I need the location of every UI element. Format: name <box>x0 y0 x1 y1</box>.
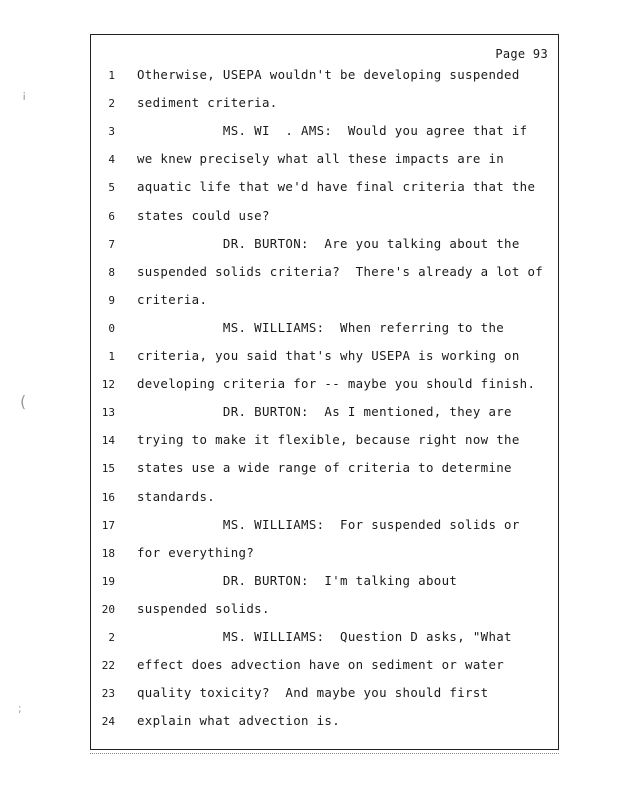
transcript-line <box>91 348 558 368</box>
transcript-line <box>91 460 558 480</box>
transcript-line <box>91 629 558 649</box>
line-text: MS. WILLIAMS: Question D asks, "What <box>137 629 512 644</box>
transcript-line <box>91 179 558 199</box>
transcript-line <box>91 601 558 621</box>
line-text: sediment criteria. <box>137 95 278 111</box>
line-text: MS. WI . AMS: Would you agree that if <box>137 123 528 139</box>
line-number: 20 <box>101 602 115 616</box>
line-number: 19 <box>101 574 115 588</box>
line-number: 9 <box>108 293 115 307</box>
scan-artifact-mark: ( <box>20 392 27 411</box>
line-number: 1 <box>108 350 115 363</box>
line-text: MS. WILLIAMS: When referring to the <box>137 319 505 335</box>
line-number: 8 <box>108 265 115 279</box>
page-number: Page 93 <box>495 47 548 61</box>
line-text: states could use? <box>137 207 270 223</box>
line-number: 0 <box>108 321 115 335</box>
transcript-line <box>91 432 558 452</box>
line-text: DR. BURTON: As I mentioned, they are <box>137 404 512 420</box>
line-number: 17 <box>101 518 115 532</box>
line-text: criteria, you said that's why USEPA is working on <box>137 348 520 363</box>
line-text: effect does advection have on sediment or water <box>137 657 505 673</box>
line-number: 22 <box>101 659 115 673</box>
line-number: 1 <box>108 69 115 82</box>
transcript-line <box>91 657 558 677</box>
transcript-line <box>91 545 558 565</box>
line-text: DR. BURTON: Are you talking about the <box>137 235 520 251</box>
line-text: explain what advection is. <box>137 713 341 729</box>
line-text: Otherwise, USEPA wouldn't be developing suspended <box>137 67 520 82</box>
transcript-line <box>91 236 558 256</box>
line-number: 2 <box>108 97 115 111</box>
line-number: 16 <box>101 490 115 504</box>
transcript-line <box>91 208 558 228</box>
line-text: states use a wide range of criteria to determine <box>137 460 512 476</box>
line-text: suspended solids. <box>137 600 270 616</box>
transcript-line <box>91 264 558 284</box>
transcript-line <box>91 404 558 424</box>
transcript-line <box>91 292 558 312</box>
line-number: 18 <box>101 546 115 560</box>
line-number: 24 <box>101 715 115 729</box>
line-number: 4 <box>108 153 115 167</box>
line-number: 5 <box>108 181 115 195</box>
line-text: suspended solids criteria? There's already a lot of <box>137 263 544 279</box>
line-text: standards. <box>137 488 216 504</box>
transcript-line <box>91 685 558 705</box>
line-number: 7 <box>108 237 115 251</box>
line-number: 13 <box>101 406 115 420</box>
line-text: MS. WILLIAMS: For suspended solids or <box>137 516 520 532</box>
line-number: 3 <box>108 125 115 139</box>
transcript-line <box>91 713 558 733</box>
line-text: criteria. <box>137 291 208 307</box>
scan-artifact-mark: ¡ <box>22 88 27 101</box>
line-number: 12 <box>101 378 115 392</box>
line-text: we knew precisely what all these impacts are in <box>137 151 505 167</box>
line-text: quality toxicity? And maybe you should first <box>137 685 489 701</box>
line-text: developing criteria for -- maybe you should finish. <box>137 376 536 392</box>
scan-artifact-mark: ; <box>18 702 22 715</box>
line-number: 23 <box>101 687 115 701</box>
line-text: aquatic life that we'd have final criteria that the <box>137 179 536 195</box>
line-text: trying to make it flexible, because right now the <box>137 432 520 448</box>
transcript-line <box>91 151 558 171</box>
line-number: 2 <box>108 631 115 644</box>
transcript-page <box>90 34 559 750</box>
transcript-line <box>91 489 558 509</box>
transcript-line <box>91 95 558 115</box>
transcript-line <box>91 123 558 143</box>
transcript-line <box>91 517 558 537</box>
transcript-line <box>91 376 558 396</box>
transcript-line <box>91 573 558 593</box>
line-number: 14 <box>101 434 115 448</box>
line-text: DR. BURTON: I'm talking about <box>137 572 458 588</box>
line-number: 15 <box>101 462 115 476</box>
transcript-line <box>91 67 558 87</box>
line-number: 6 <box>108 209 115 223</box>
transcript-line <box>91 320 558 340</box>
line-text: for everything? <box>137 544 255 560</box>
